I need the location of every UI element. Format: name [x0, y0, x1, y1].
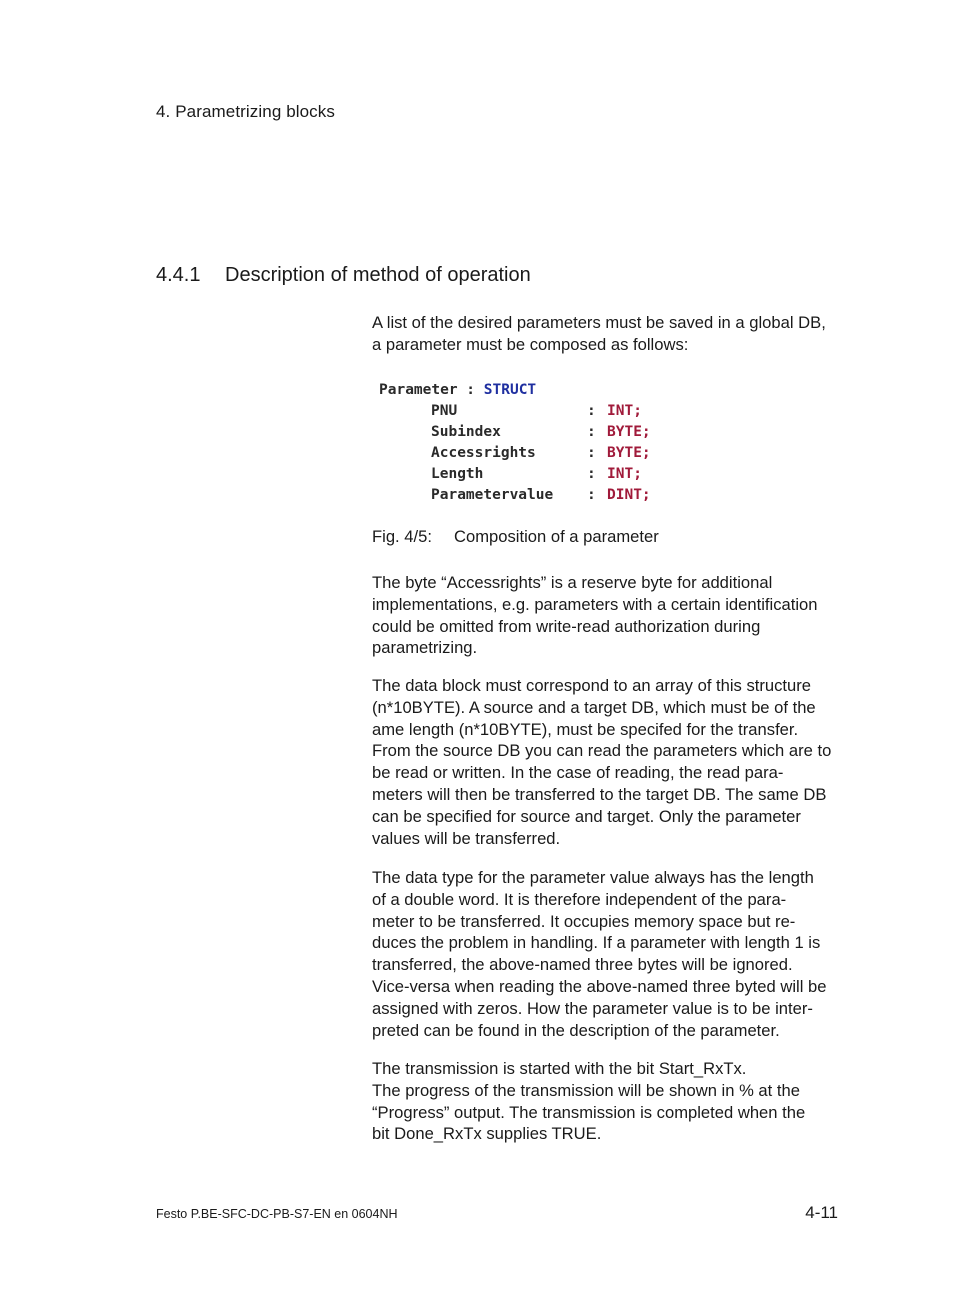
paragraph-transmission	[372, 1058, 846, 1145]
paragraph-accessrights	[372, 572, 846, 659]
text-line: transferred, the above-named three bytes will be ignored.	[372, 955, 793, 975]
text-line: of a double word. It is therefore independent of the para-	[372, 889, 787, 909]
paragraph-data-type	[372, 867, 846, 1041]
section-heading	[156, 264, 531, 287]
text-line: From the source DB you can read the parameters which are to	[372, 741, 832, 761]
field-type: DINT;	[607, 487, 651, 503]
text-line: be read or written. In the case of reading, the read para-	[372, 763, 784, 783]
text-line: The byte “Accessrights” is a reserve byte for additional	[372, 573, 773, 592]
section-title: Description of method of operation	[225, 264, 531, 286]
text-line: The transmission is started with the bit Start_RxTx.	[372, 1059, 747, 1078]
code-field-line	[379, 443, 651, 464]
text-line: Vice-versa when reading the above-named three byted will be	[372, 976, 827, 996]
code-listing	[379, 380, 651, 506]
figure-number: Fig. 4/5:	[372, 527, 432, 546]
field-colon: :	[587, 403, 596, 419]
field-name: Length	[431, 466, 484, 482]
field-name: PNU	[431, 403, 458, 419]
text-line: The progress of the transmission will be shown in % at the	[372, 1080, 800, 1100]
text-line: bit Done_RxTx supplies TRUE.	[372, 1124, 602, 1144]
field-type: BYTE;	[607, 424, 651, 440]
code-struct-line	[379, 380, 651, 401]
text-line: assigned with zeros. How the parameter value is to be inter-	[372, 998, 813, 1018]
field-type: BYTE;	[607, 445, 651, 461]
text-line: implementations, e.g. parameters with a certain identification	[372, 594, 818, 614]
text-line: (n*10BYTE). A source and a target DB, which must be of the	[372, 697, 816, 717]
text-line: parametrizing.	[372, 638, 478, 658]
intro-line: a parameter must be composed as follows:	[372, 334, 689, 354]
text-line: preted can be found in the description of the parameter.	[372, 1020, 780, 1040]
text-line: ame length (n*10BYTE), must be specifed for the transfer.	[372, 719, 799, 739]
figure-caption-text: Composition of a parameter	[454, 527, 659, 546]
text-line: duces the problem in handling. If a parameter with length 1 is	[372, 933, 821, 953]
field-colon: :	[587, 466, 596, 482]
figure-caption	[372, 527, 659, 547]
text-line: “Progress” output. The transmission is completed when the	[372, 1102, 806, 1122]
paragraph-data-block	[372, 675, 846, 849]
field-colon: :	[587, 487, 596, 503]
struct-separator: :	[457, 382, 484, 398]
text-line: can be specified for source and target. Only the parameter	[372, 806, 801, 826]
field-colon: :	[587, 424, 596, 440]
text-line: meters will then be transferred to the target DB. The same DB	[372, 784, 827, 804]
code-field-line	[379, 464, 651, 485]
text-line: meter to be transferred. It occupies memory space but re-	[372, 911, 796, 931]
field-name: Subindex	[431, 424, 501, 440]
field-type: INT;	[607, 403, 642, 419]
intro-line: A list of the desired parameters must be saved in a global DB,	[372, 313, 826, 332]
section-number: 4.4.1	[156, 264, 201, 286]
text-line: values will be transferred.	[372, 828, 561, 848]
field-name: Parametervalue	[431, 487, 554, 503]
page-number: 4-11	[805, 1203, 838, 1222]
running-head: 4. Parametrizing blocks	[156, 102, 335, 121]
footer-doc-id: Festo P.BE-SFC-DC-PB-S7-EN en 0604NH	[156, 1207, 398, 1221]
field-name: Accessrights	[431, 445, 536, 461]
intro-paragraph	[372, 312, 846, 356]
field-colon: :	[587, 445, 596, 461]
struct-keyword: STRUCT	[483, 382, 537, 398]
code-field-line	[379, 485, 651, 506]
struct-name: Parameter	[379, 382, 458, 398]
text-line: The data block must correspond to an array of this structure	[372, 676, 812, 695]
text-line: could be omitted from write-read authorization during	[372, 616, 761, 636]
code-field-line	[379, 422, 651, 443]
text-line: The data type for the parameter value always has the length	[372, 868, 814, 887]
field-type: INT;	[607, 466, 642, 482]
code-field-line	[379, 401, 651, 422]
